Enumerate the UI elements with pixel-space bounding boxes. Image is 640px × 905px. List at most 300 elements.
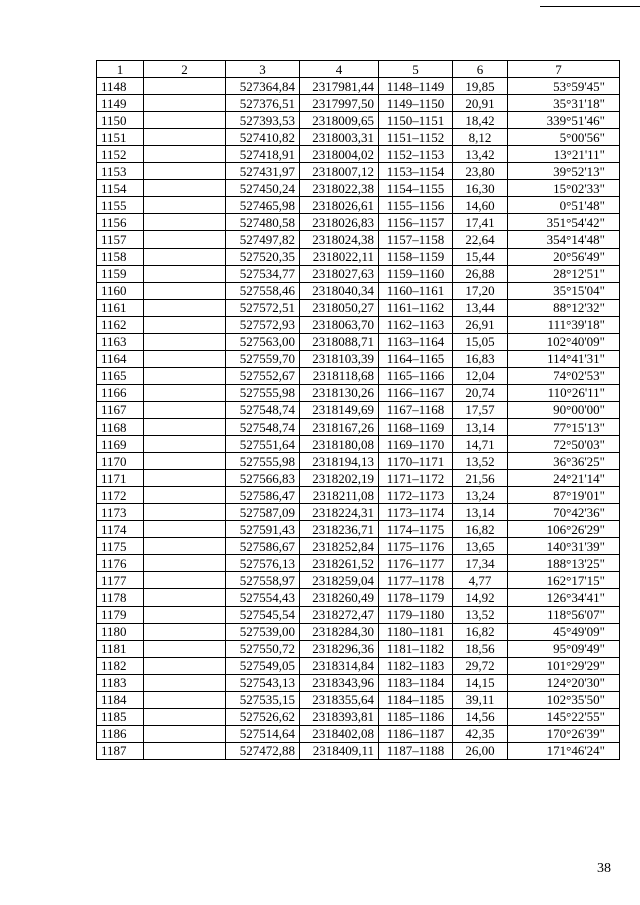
table-row [97, 163, 620, 180]
direction-angle-cell: 74°02'53" [508, 367, 620, 384]
segment-cell: 1182–1183 [379, 657, 453, 674]
segment-cell: 1180–1181 [379, 623, 453, 640]
segment-cell: 1150–1151 [379, 112, 453, 129]
length-cell: 16,83 [453, 350, 508, 367]
point-number-cell: 1171 [97, 470, 144, 487]
point-number-cell: 1180 [97, 623, 144, 640]
y-coordinate-cell: 2318261,52 [300, 555, 379, 572]
segment-cell: 1160–1161 [379, 282, 453, 299]
note-cell [144, 316, 226, 333]
segment-cell: 1186–1187 [379, 725, 453, 742]
direction-angle-cell: 24°21'14" [508, 470, 620, 487]
direction-angle-cell: 170°26'39" [508, 725, 620, 742]
table-row [97, 708, 620, 725]
table-row [97, 742, 620, 759]
y-coordinate-cell: 2318252,84 [300, 538, 379, 555]
length-cell: 18,42 [453, 112, 508, 129]
point-number-cell: 1186 [97, 725, 144, 742]
table-row [97, 197, 620, 214]
y-coordinate-cell: 2318009,65 [300, 112, 379, 129]
point-number-cell: 1174 [97, 521, 144, 538]
x-coordinate-cell: 527545,54 [226, 606, 300, 623]
length-cell: 16,82 [453, 623, 508, 640]
point-number-cell: 1182 [97, 657, 144, 674]
segment-cell: 1179–1180 [379, 606, 453, 623]
segment-cell: 1185–1186 [379, 708, 453, 725]
table-row [97, 657, 620, 674]
note-cell [144, 589, 226, 606]
length-cell: 13,42 [453, 146, 508, 163]
y-coordinate-cell: 2318088,71 [300, 333, 379, 350]
direction-angle-cell: 35°15'04" [508, 282, 620, 299]
table-row [97, 78, 620, 95]
note-cell [144, 691, 226, 708]
segment-cell: 1158–1159 [379, 248, 453, 265]
x-coordinate-cell: 527480,58 [226, 214, 300, 231]
page-number: 38 [597, 861, 611, 876]
direction-angle-cell: 339°51'46" [508, 112, 620, 129]
table-row [97, 231, 620, 248]
note-cell [144, 572, 226, 589]
top-rule [540, 6, 640, 7]
note-cell [144, 163, 226, 180]
segment-cell: 1165–1166 [379, 367, 453, 384]
x-coordinate-cell: 527364,84 [226, 78, 300, 95]
segment-cell: 1184–1185 [379, 691, 453, 708]
point-number-cell: 1148 [97, 78, 144, 95]
x-coordinate-cell: 527465,98 [226, 197, 300, 214]
length-cell: 20,91 [453, 95, 508, 112]
note-cell [144, 129, 226, 146]
point-number-cell: 1179 [97, 606, 144, 623]
x-coordinate-cell: 527393,53 [226, 112, 300, 129]
note-cell [144, 742, 226, 759]
segment-cell: 1183–1184 [379, 674, 453, 691]
direction-angle-cell: 5°00'56" [508, 129, 620, 146]
point-number-cell: 1169 [97, 436, 144, 453]
x-coordinate-cell: 527555,98 [226, 384, 300, 401]
y-coordinate-cell: 2318024,38 [300, 231, 379, 248]
x-coordinate-cell: 527549,05 [226, 657, 300, 674]
note-cell [144, 725, 226, 742]
coordinates-table [96, 60, 620, 760]
x-coordinate-cell: 527559,70 [226, 350, 300, 367]
y-coordinate-cell: 2318118,68 [300, 367, 379, 384]
point-number-cell: 1153 [97, 163, 144, 180]
y-coordinate-cell: 2318202,19 [300, 470, 379, 487]
y-coordinate-cell: 2318007,12 [300, 163, 379, 180]
y-coordinate-cell: 2318272,47 [300, 606, 379, 623]
length-cell: 13,52 [453, 453, 508, 470]
table-row [97, 214, 620, 231]
y-coordinate-cell: 2318026,83 [300, 214, 379, 231]
y-coordinate-cell: 2318224,31 [300, 504, 379, 521]
table-row [97, 112, 620, 129]
x-coordinate-cell: 527587,09 [226, 504, 300, 521]
point-number-cell: 1183 [97, 674, 144, 691]
direction-angle-cell: 126°34'41" [508, 589, 620, 606]
length-cell: 21,56 [453, 470, 508, 487]
direction-angle-cell: 106°26'29" [508, 521, 620, 538]
segment-cell: 1181–1182 [379, 640, 453, 657]
segment-cell: 1173–1174 [379, 504, 453, 521]
table-row [97, 470, 620, 487]
direction-angle-cell: 114°41'31" [508, 350, 620, 367]
table-row [97, 453, 620, 470]
segment-cell: 1167–1168 [379, 401, 453, 418]
x-coordinate-cell: 527558,97 [226, 572, 300, 589]
y-coordinate-cell: 2318130,26 [300, 384, 379, 401]
length-cell: 23,80 [453, 163, 508, 180]
table-row [97, 384, 620, 401]
note-cell [144, 606, 226, 623]
note-cell [144, 401, 226, 418]
direction-angle-cell: 88°12'32" [508, 299, 620, 316]
length-cell: 17,20 [453, 282, 508, 299]
point-number-cell: 1165 [97, 367, 144, 384]
table-row [97, 487, 620, 504]
table-row [97, 248, 620, 265]
segment-cell: 1168–1169 [379, 418, 453, 435]
table-row [97, 265, 620, 282]
length-cell: 13,44 [453, 299, 508, 316]
note-cell [144, 299, 226, 316]
point-number-cell: 1159 [97, 265, 144, 282]
length-cell: 26,88 [453, 265, 508, 282]
header-cell: 1 [97, 61, 144, 78]
y-coordinate-cell: 2317997,50 [300, 95, 379, 112]
length-cell: 14,71 [453, 436, 508, 453]
x-coordinate-cell: 527586,47 [226, 487, 300, 504]
table-row [97, 436, 620, 453]
point-number-cell: 1166 [97, 384, 144, 401]
direction-angle-cell: 53°59'45" [508, 78, 620, 95]
point-number-cell: 1157 [97, 231, 144, 248]
segment-cell: 1166–1167 [379, 384, 453, 401]
length-cell: 13,24 [453, 487, 508, 504]
segment-cell: 1171–1172 [379, 470, 453, 487]
segment-cell: 1169–1170 [379, 436, 453, 453]
length-cell: 13,14 [453, 504, 508, 521]
point-number-cell: 1151 [97, 129, 144, 146]
direction-angle-cell: 0°51'48" [508, 197, 620, 214]
segment-cell: 1164–1165 [379, 350, 453, 367]
direction-angle-cell: 102°40'09" [508, 333, 620, 350]
y-coordinate-cell: 2318022,38 [300, 180, 379, 197]
table-row [97, 572, 620, 589]
note-cell [144, 521, 226, 538]
note-cell [144, 436, 226, 453]
x-coordinate-cell: 527526,62 [226, 708, 300, 725]
x-coordinate-cell: 527450,24 [226, 180, 300, 197]
point-number-cell: 1150 [97, 112, 144, 129]
table-row [97, 299, 620, 316]
table-row [97, 418, 620, 435]
x-coordinate-cell: 527376,51 [226, 95, 300, 112]
note-cell [144, 214, 226, 231]
direction-angle-cell: 87°19'01" [508, 487, 620, 504]
direction-angle-cell: 162°17'15" [508, 572, 620, 589]
table-row [97, 623, 620, 640]
length-cell: 14,15 [453, 674, 508, 691]
direction-angle-cell: 354°14'48" [508, 231, 620, 248]
length-cell: 4,77 [453, 572, 508, 589]
direction-angle-cell: 140°31'39" [508, 538, 620, 555]
length-cell: 17,34 [453, 555, 508, 572]
y-coordinate-cell: 2318003,31 [300, 129, 379, 146]
y-coordinate-cell: 2318149,69 [300, 401, 379, 418]
table-row [97, 674, 620, 691]
segment-cell: 1157–1158 [379, 231, 453, 248]
y-coordinate-cell: 2318004,02 [300, 146, 379, 163]
x-coordinate-cell: 527410,82 [226, 129, 300, 146]
y-coordinate-cell: 2318296,36 [300, 640, 379, 657]
x-coordinate-cell: 527563,00 [226, 333, 300, 350]
y-coordinate-cell: 2318402,08 [300, 725, 379, 742]
table-row [97, 95, 620, 112]
table-row [97, 589, 620, 606]
segment-cell: 1178–1179 [379, 589, 453, 606]
note-cell [144, 555, 226, 572]
length-cell: 8,12 [453, 129, 508, 146]
x-coordinate-cell: 527572,51 [226, 299, 300, 316]
y-coordinate-cell: 2318314,84 [300, 657, 379, 674]
point-number-cell: 1185 [97, 708, 144, 725]
note-cell [144, 333, 226, 350]
y-coordinate-cell: 2318050,27 [300, 299, 379, 316]
length-cell: 14,60 [453, 197, 508, 214]
point-number-cell: 1173 [97, 504, 144, 521]
note-cell [144, 453, 226, 470]
table-row [97, 180, 620, 197]
length-cell: 15,05 [453, 333, 508, 350]
length-cell: 13,65 [453, 538, 508, 555]
y-coordinate-cell: 2318284,30 [300, 623, 379, 640]
table-row [97, 401, 620, 418]
table-row [97, 316, 620, 333]
x-coordinate-cell: 527514,64 [226, 725, 300, 742]
segment-cell: 1151–1152 [379, 129, 453, 146]
length-cell: 16,82 [453, 521, 508, 538]
note-cell [144, 180, 226, 197]
x-coordinate-cell: 527548,74 [226, 401, 300, 418]
table-row [97, 640, 620, 657]
length-cell: 15,44 [453, 248, 508, 265]
direction-angle-cell: 35°31'18" [508, 95, 620, 112]
x-coordinate-cell: 527586,67 [226, 538, 300, 555]
direction-angle-cell: 124°20'30" [508, 674, 620, 691]
point-number-cell: 1164 [97, 350, 144, 367]
direction-angle-cell: 39°52'13" [508, 163, 620, 180]
y-coordinate-cell: 2318103,39 [300, 350, 379, 367]
x-coordinate-cell: 527551,64 [226, 436, 300, 453]
segment-cell: 1149–1150 [379, 95, 453, 112]
x-coordinate-cell: 527550,72 [226, 640, 300, 657]
x-coordinate-cell: 527554,43 [226, 589, 300, 606]
segment-cell: 1156–1157 [379, 214, 453, 231]
direction-angle-cell: 102°35'50" [508, 691, 620, 708]
x-coordinate-cell: 527572,93 [226, 316, 300, 333]
point-number-cell: 1177 [97, 572, 144, 589]
x-coordinate-cell: 527543,13 [226, 674, 300, 691]
note-cell [144, 282, 226, 299]
y-coordinate-cell: 2318026,61 [300, 197, 379, 214]
y-coordinate-cell: 2318167,26 [300, 418, 379, 435]
segment-cell: 1155–1156 [379, 197, 453, 214]
point-number-cell: 1170 [97, 453, 144, 470]
y-coordinate-cell: 2318211,08 [300, 487, 379, 504]
segment-cell: 1177–1178 [379, 572, 453, 589]
y-coordinate-cell: 2318063,70 [300, 316, 379, 333]
x-coordinate-cell: 527591,43 [226, 521, 300, 538]
x-coordinate-cell: 527548,74 [226, 418, 300, 435]
note-cell [144, 708, 226, 725]
x-coordinate-cell: 527418,91 [226, 146, 300, 163]
direction-angle-cell: 36°36'25" [508, 453, 620, 470]
y-coordinate-cell: 2318259,04 [300, 572, 379, 589]
note-cell [144, 265, 226, 282]
point-number-cell: 1172 [97, 487, 144, 504]
header-cell: 4 [300, 61, 379, 78]
y-coordinate-cell: 2318027,63 [300, 265, 379, 282]
direction-angle-cell: 90°00'00" [508, 401, 620, 418]
x-coordinate-cell: 527539,00 [226, 623, 300, 640]
length-cell: 12,04 [453, 367, 508, 384]
point-number-cell: 1178 [97, 589, 144, 606]
length-cell: 17,41 [453, 214, 508, 231]
length-cell: 39,11 [453, 691, 508, 708]
length-cell: 42,35 [453, 725, 508, 742]
note-cell [144, 384, 226, 401]
point-number-cell: 1149 [97, 95, 144, 112]
note-cell [144, 640, 226, 657]
direction-angle-cell: 77°15'13" [508, 418, 620, 435]
direction-angle-cell: 145°22'55" [508, 708, 620, 725]
direction-angle-cell: 45°49'09" [508, 623, 620, 640]
length-cell: 14,56 [453, 708, 508, 725]
segment-cell: 1187–1188 [379, 742, 453, 759]
y-coordinate-cell: 2318236,71 [300, 521, 379, 538]
note-cell [144, 367, 226, 384]
length-cell: 19,85 [453, 78, 508, 95]
y-coordinate-cell: 2317981,44 [300, 78, 379, 95]
point-number-cell: 1175 [97, 538, 144, 555]
direction-angle-cell: 171°46'24" [508, 742, 620, 759]
note-cell [144, 674, 226, 691]
table-row [97, 538, 620, 555]
length-cell: 26,91 [453, 316, 508, 333]
x-coordinate-cell: 527431,97 [226, 163, 300, 180]
direction-angle-cell: 70°42'36" [508, 504, 620, 521]
header-cell: 5 [379, 61, 453, 78]
point-number-cell: 1152 [97, 146, 144, 163]
x-coordinate-cell: 527566,83 [226, 470, 300, 487]
point-number-cell: 1156 [97, 214, 144, 231]
table-row [97, 333, 620, 350]
point-number-cell: 1162 [97, 316, 144, 333]
length-cell: 17,57 [453, 401, 508, 418]
y-coordinate-cell: 2318260,49 [300, 589, 379, 606]
point-number-cell: 1181 [97, 640, 144, 657]
x-coordinate-cell: 527497,82 [226, 231, 300, 248]
direction-angle-cell: 20°56'49" [508, 248, 620, 265]
x-coordinate-cell: 527558,46 [226, 282, 300, 299]
length-cell: 22,64 [453, 231, 508, 248]
note-cell [144, 112, 226, 129]
point-number-cell: 1155 [97, 197, 144, 214]
note-cell [144, 231, 226, 248]
table-row [97, 521, 620, 538]
y-coordinate-cell: 2318393,81 [300, 708, 379, 725]
point-number-cell: 1187 [97, 742, 144, 759]
segment-cell: 1162–1163 [379, 316, 453, 333]
point-number-cell: 1184 [97, 691, 144, 708]
point-number-cell: 1161 [97, 299, 144, 316]
x-coordinate-cell: 527555,98 [226, 453, 300, 470]
y-coordinate-cell: 2318409,11 [300, 742, 379, 759]
direction-angle-cell: 101°29'29" [508, 657, 620, 674]
table-row [97, 691, 620, 708]
segment-cell: 1170–1171 [379, 453, 453, 470]
y-coordinate-cell: 2318022,11 [300, 248, 379, 265]
table-row [97, 725, 620, 742]
table-row [97, 555, 620, 572]
note-cell [144, 487, 226, 504]
table-row [97, 367, 620, 384]
direction-angle-cell: 110°26'11" [508, 384, 620, 401]
point-number-cell: 1167 [97, 401, 144, 418]
header-cell: 6 [453, 61, 508, 78]
direction-angle-cell: 188°13'25" [508, 555, 620, 572]
note-cell [144, 95, 226, 112]
table-row [97, 350, 620, 367]
segment-cell: 1172–1173 [379, 487, 453, 504]
note-cell [144, 418, 226, 435]
direction-angle-cell: 15°02'33" [508, 180, 620, 197]
note-cell [144, 248, 226, 265]
segment-cell: 1148–1149 [379, 78, 453, 95]
direction-angle-cell: 72°50'03" [508, 436, 620, 453]
direction-angle-cell: 13°21'11" [508, 146, 620, 163]
x-coordinate-cell: 527552,67 [226, 367, 300, 384]
length-cell: 16,30 [453, 180, 508, 197]
segment-cell: 1154–1155 [379, 180, 453, 197]
note-cell [144, 350, 226, 367]
table-row [97, 129, 620, 146]
length-cell: 14,92 [453, 589, 508, 606]
direction-angle-cell: 351°54'42" [508, 214, 620, 231]
note-cell [144, 657, 226, 674]
note-cell [144, 623, 226, 640]
note-cell [144, 146, 226, 163]
x-coordinate-cell: 527535,15 [226, 691, 300, 708]
note-cell [144, 78, 226, 95]
note-cell [144, 197, 226, 214]
x-coordinate-cell: 527576,13 [226, 555, 300, 572]
header-cell: 7 [508, 61, 620, 78]
segment-cell: 1176–1177 [379, 555, 453, 572]
direction-angle-cell: 95°09'49" [508, 640, 620, 657]
segment-cell: 1153–1154 [379, 163, 453, 180]
table-row [97, 606, 620, 623]
table-row [97, 504, 620, 521]
table-header-row [97, 61, 620, 78]
header-cell: 2 [144, 61, 226, 78]
point-number-cell: 1163 [97, 333, 144, 350]
table-row [97, 146, 620, 163]
segment-cell: 1175–1176 [379, 538, 453, 555]
table-row [97, 282, 620, 299]
